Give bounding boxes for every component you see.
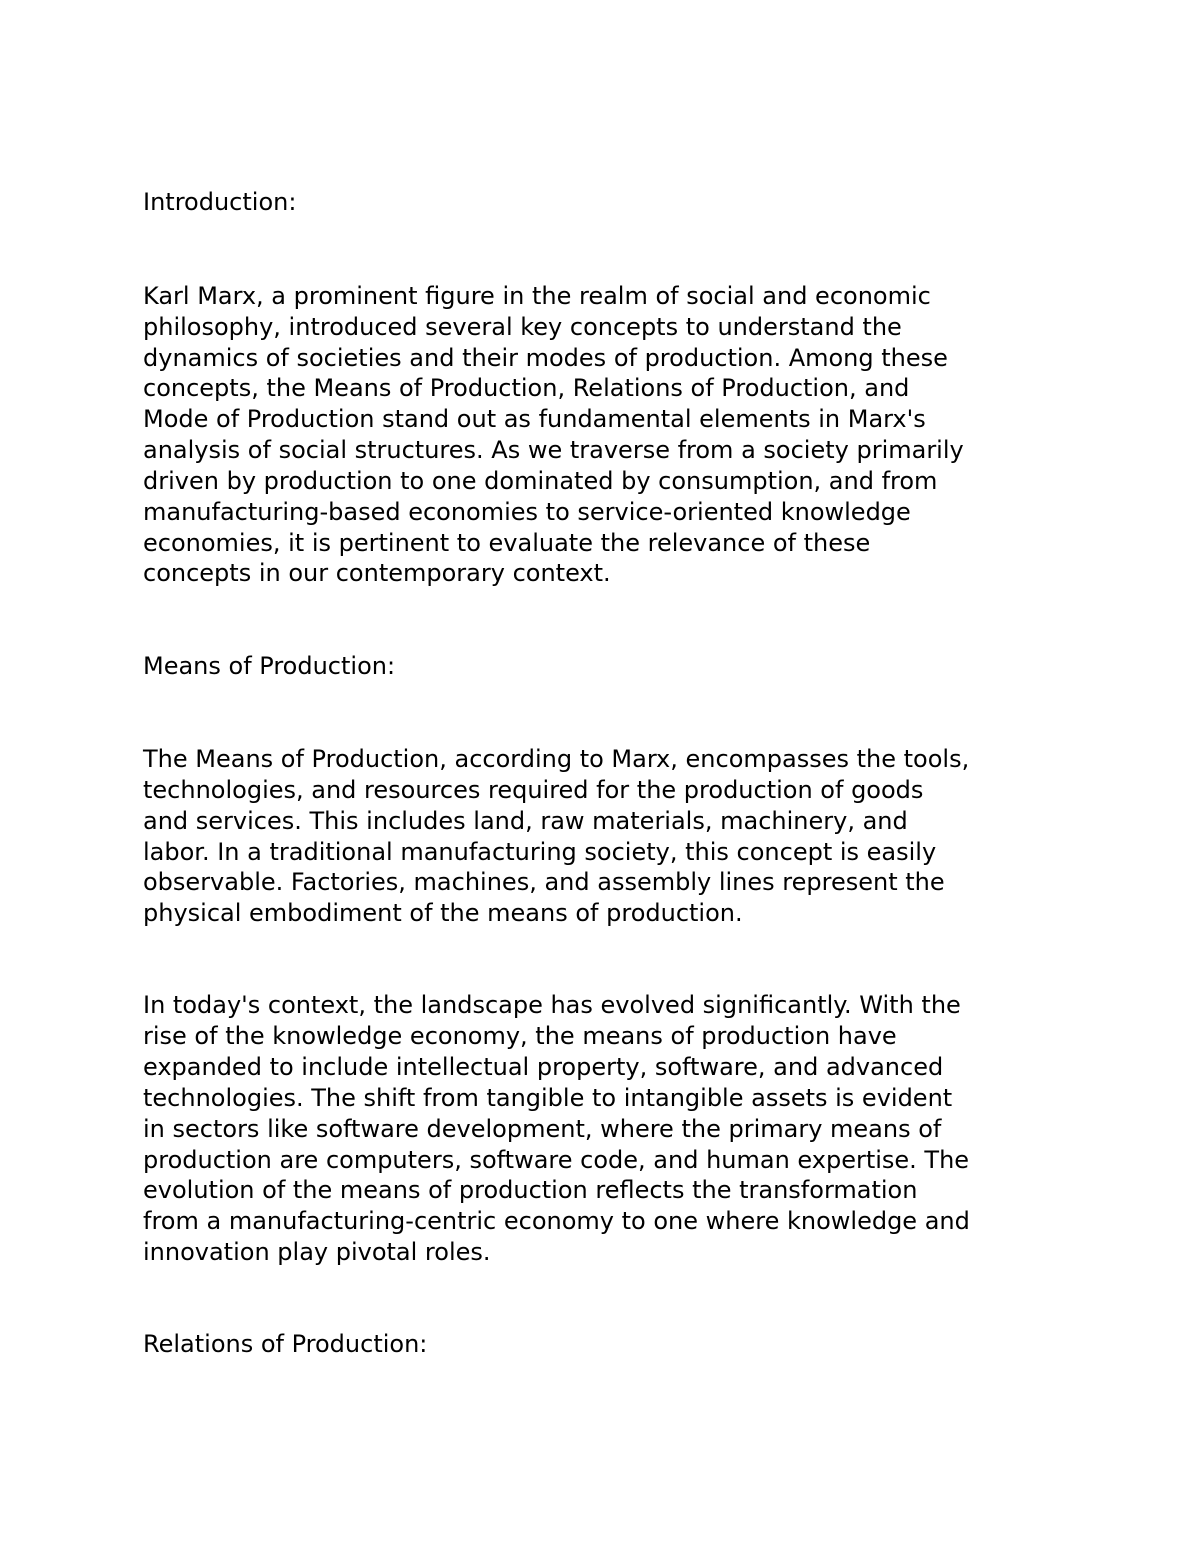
paragraph-line: labor. In a traditional manufacturing society, this concept is easily — [143, 838, 937, 866]
paragraph-line: rise of the knowledge economy, the means of production have — [143, 1022, 897, 1050]
section-heading-introduction: Introduction: — [143, 188, 297, 216]
paragraph-line: observable. Factories, machines, and assembly lines represent the — [143, 868, 945, 896]
paragraph-line: evolution of the means of production reflects the transformation — [143, 1176, 918, 1204]
paragraph-line: concepts, the Means of Production, Relations of Production, and — [143, 374, 910, 402]
paragraph-line: Karl Marx, a prominent figure in the realm of social and economic — [143, 282, 931, 310]
paragraph-line: in sectors like software development, where the primary means of — [143, 1115, 942, 1143]
paragraph-line: from a manufacturing-centric economy to one where knowledge and — [143, 1207, 970, 1235]
paragraph-line: philosophy, introduced several key concepts to understand the — [143, 313, 902, 341]
paragraph-line: and services. This includes land, raw materials, machinery, and — [143, 807, 908, 835]
paragraph-line: expanded to include intellectual property, software, and advanced — [143, 1053, 944, 1081]
paragraph-line: physical embodiment of the means of production. — [143, 899, 743, 927]
paragraph-line: technologies. The shift from tangible to intangible assets is evident — [143, 1084, 953, 1112]
paragraph-line: technologies, and resources required for the production of goods — [143, 776, 924, 804]
paragraph-line: Mode of Production stand out as fundamental elements in Marx's — [143, 405, 926, 433]
paragraph-line: innovation play pivotal roles. — [143, 1238, 491, 1266]
paragraph-line: The Means of Production, according to Marx, encompasses the tools, — [143, 745, 970, 773]
section-heading-relations-of-production: Relations of Production: — [143, 1330, 428, 1358]
paragraph-line: economies, it is pertinent to evaluate the relevance of these — [143, 529, 871, 557]
paragraph-line: manufacturing-based economies to service-oriented knowledge — [143, 498, 911, 526]
paragraph-line: analysis of social structures. As we traverse from a society primarily — [143, 436, 964, 464]
paragraph-line: driven by production to one dominated by consumption, and from — [143, 467, 938, 495]
paragraph-line: In today's context, the landscape has evolved significantly. With the — [143, 991, 961, 1019]
paragraph-line: dynamics of societies and their modes of production. Among these — [143, 344, 948, 372]
section-heading-means-of-production: Means of Production: — [143, 652, 396, 680]
paragraph-line: concepts in our contemporary context. — [143, 559, 611, 587]
paragraph-line: production are computers, software code, and human expertise. The — [143, 1146, 970, 1174]
